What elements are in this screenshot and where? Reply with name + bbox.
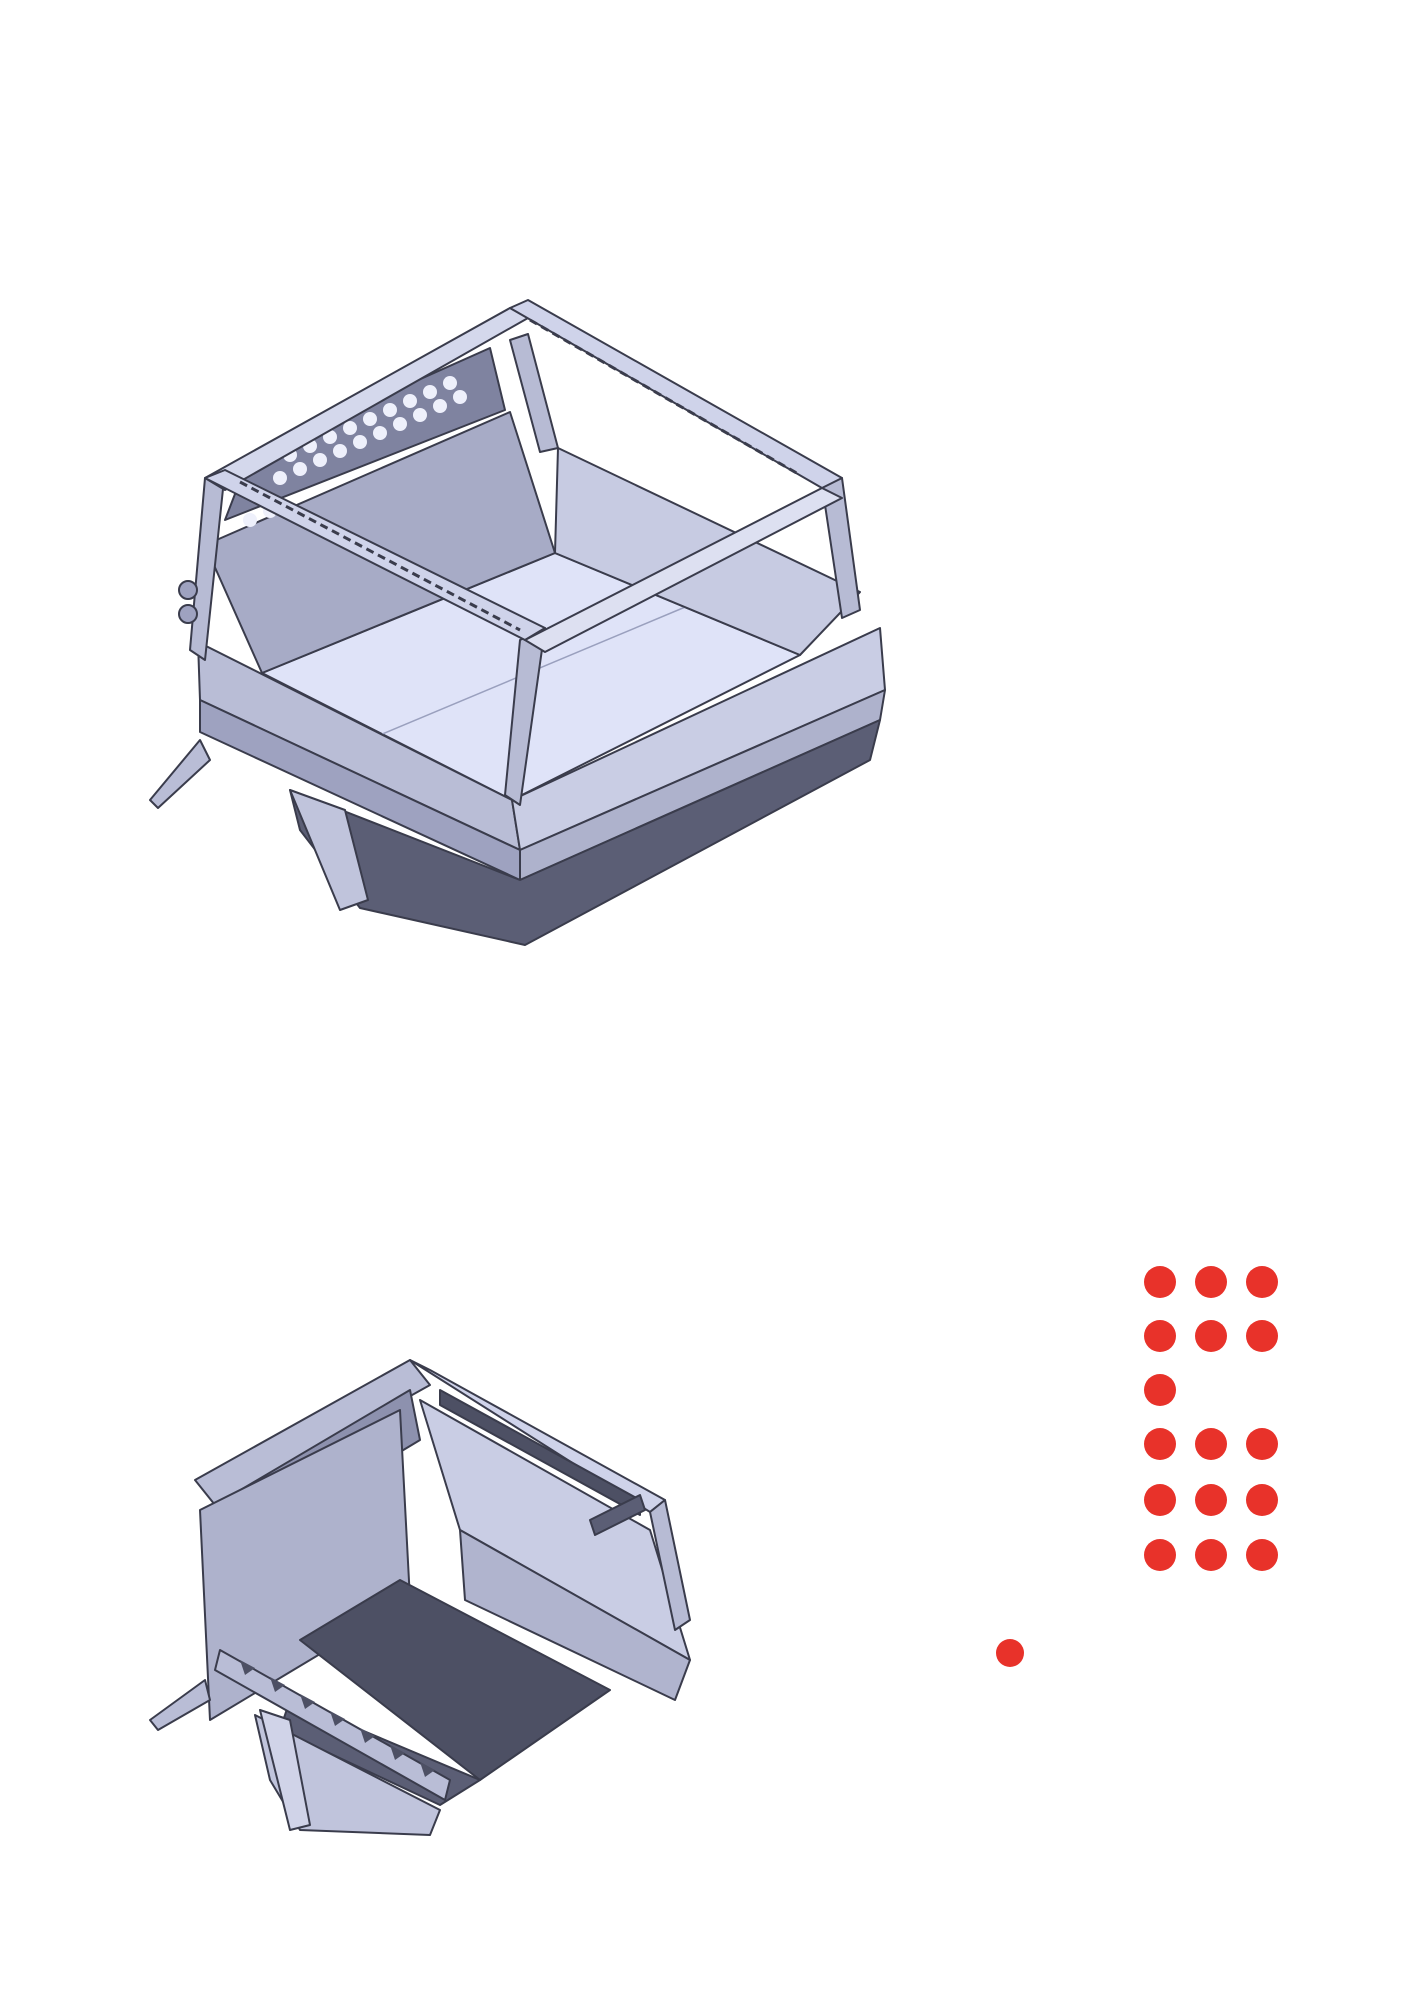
red-dot (1195, 1539, 1227, 1571)
red-dot (1246, 1428, 1278, 1460)
red-dot (1144, 1320, 1176, 1352)
red-dot (1195, 1428, 1227, 1460)
red-dot (1144, 1266, 1176, 1298)
red-dot (1195, 1484, 1227, 1516)
red-dot (1144, 1484, 1176, 1516)
red-dot (1144, 1539, 1176, 1571)
red-dot (1195, 1320, 1227, 1352)
red-dot (1195, 1266, 1227, 1298)
red-dot (1246, 1484, 1278, 1516)
single-dot (996, 1639, 1024, 1667)
red-dot (1246, 1266, 1278, 1298)
red-dot (1246, 1320, 1278, 1352)
dot-grid (1144, 1266, 1278, 1571)
red-dot (1144, 1428, 1176, 1460)
red-dot (1144, 1374, 1176, 1406)
red-dot (1246, 1539, 1278, 1571)
